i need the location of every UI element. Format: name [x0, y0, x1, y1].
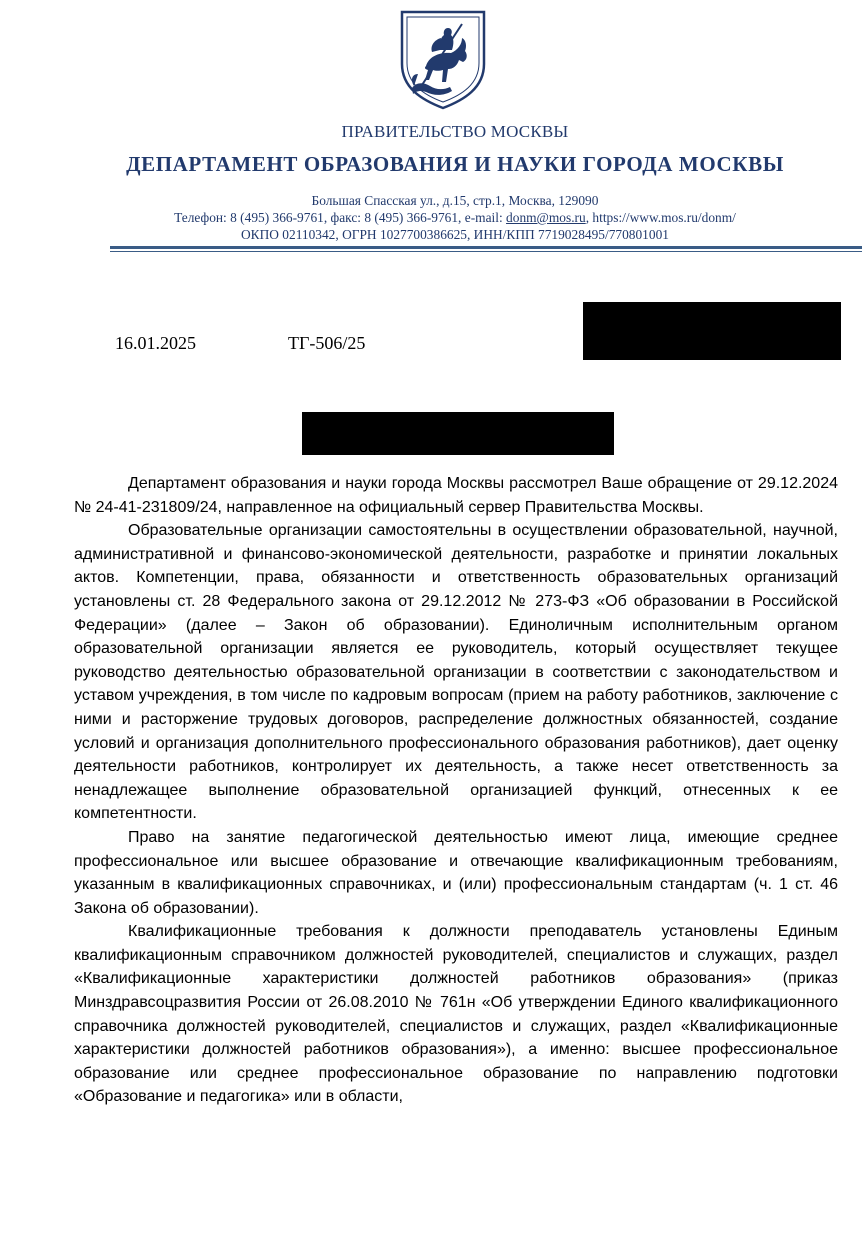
address-line: Большая Спасская ул., д.15, стр.1, Москва, 129090	[311, 193, 599, 208]
document-date: 16.01.2025	[115, 333, 196, 353]
body-paragraph: Образовательные организации самостоятельны в осуществлении образовательной, научной, административной и финансово-экономической деятельности, разработке и принятии локальных актов. Компетенции, права, обязанности и ответственность образовательных организаций установлены ст. 28 Федерального закона от 29.12.2012 № 273-ФЗ «Об образовании в Российской Федерации» (далее – Закон об образовании). Единоличным исполнительным органом образовательной организации является ее руководитель, который осуществляет текущее руководство деятельностью образовательной организации в соответствии с законодательством и уставом учреждения, в том числе по кадровым вопросам (прием на работу работников, заключение с ними и расторжение трудовых договоров, распределение должностных обязанностей, создание условий и организация дополнительного профессионального образования работников), дает оценку деятельности работников, контролирует их деятельность, а также несет ответственность за ненадлежащее выполнение образовательной организацией функций, отнесенных к ее компетентности.	[74, 522, 838, 823]
department-title: ДЕПАРТАМЕНТ ОБРАЗОВАНИЯ И НАУКИ ГОРОДА МОСКВЫ	[126, 152, 784, 176]
contacts-prefix: Телефон: 8 (495) 366-9761, факс: 8 (495) 366-9761, e-mail:	[174, 210, 503, 225]
redacted-recipient-block	[583, 302, 841, 360]
document-number: ТГ-506/25	[288, 333, 366, 353]
contacts-line	[0, 210, 865, 226]
moscow-coat-of-arms-icon	[396, 8, 490, 110]
body-paragraph: Департамент образования и науки города Москвы рассмотрел Ваше обращение от 29.12.2024 № 24-41-231809/24, направленное на официальный сервер Правительства Москвы.	[74, 475, 838, 516]
letterhead-divider-thin	[110, 251, 862, 252]
contacts-suffix: , https://www.mos.ru/donm/	[585, 210, 736, 225]
government-title: ПРАВИТЕЛЬСТВО МОСКВЫ	[341, 122, 569, 141]
letter-body	[74, 472, 838, 1109]
redacted-salutation-block	[302, 412, 614, 455]
body-paragraph: Квалификационные требования к должности преподаватель установлены Единым квалификационным справочником должностей руководителей, специалистов и служащих, раздел «Квалификационные характеристики должностей работников образования» (приказ Минздравсоцразвития России от 26.08.2010 № 761н «Об утверждении Единого квалификационного справочника должностей руководителей, специалистов и служащих, раздел «Квалификационные характеристики должностей работников образования»), а именно: высшее профессиональное образование или среднее профессиональное образование по направлению подготовки «Образование и педагогика» или в области,	[74, 923, 838, 1106]
email-link[interactable]: donm@mos.ru	[506, 210, 586, 225]
body-paragraph: Право на занятие педагогической деятельностью имеют лица, имеющие среднее профессиональное или высшее образование и отвечающие квалификационным требованиям, указанным в квалификационных справочниках, и (или) профессиональным стандартам (ч. 1 ст. 46 Закона об образовании).	[74, 828, 838, 917]
codes-line: ОКПО 02110342, ОГРН 1027700386625, ИНН/КПП 7719028495/770801001	[241, 227, 669, 242]
letterhead-divider	[110, 246, 862, 249]
